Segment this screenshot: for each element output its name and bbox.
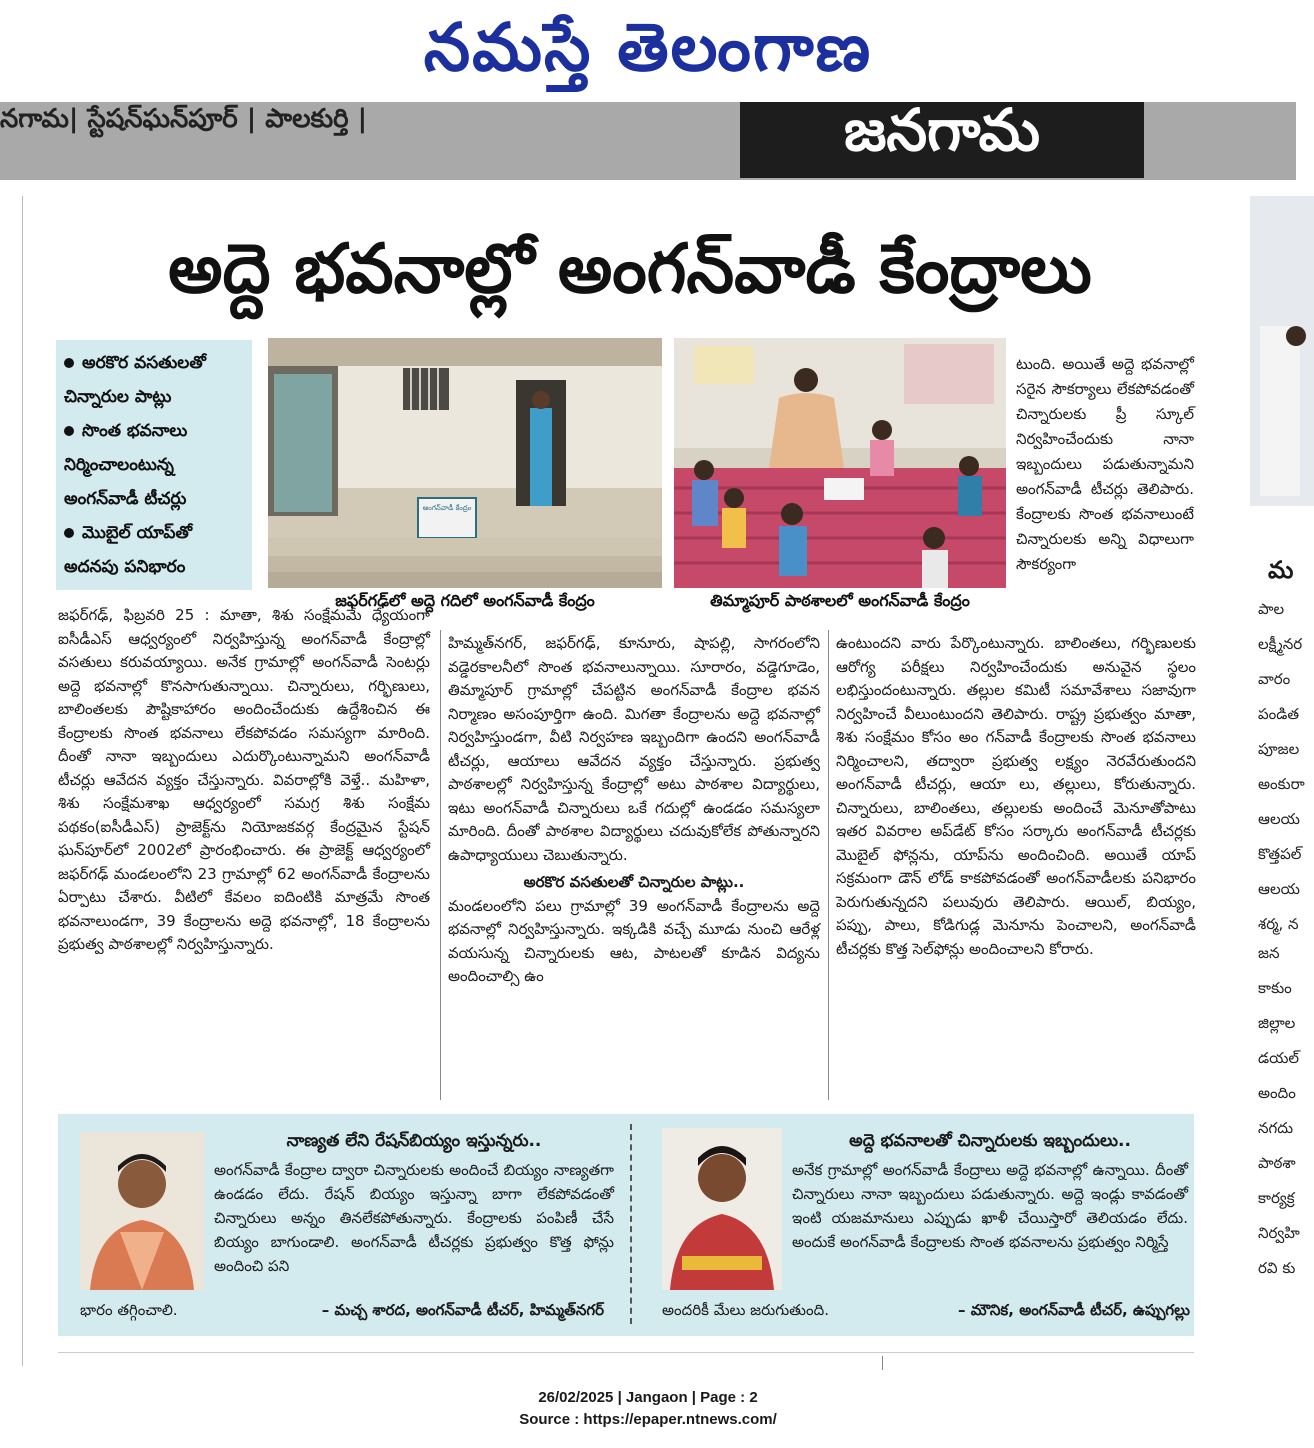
article-col2: హిమ్మత్‌నగర్, జఫర్‌గఢ్, కూనూరు, షాపల్లి, సాగరంలోని వడ్డెరకాలనీలో సొంత భవనాలున్నాయి. సూరారం, వడ్డెగూడెం, తిమ్మాపూర్ గ్రామాల్లో చేపట్టిన అంగన్‌వాడీ కేంద్రాల భవన నిర్మాణం అసంపూర్తిగా ఉంది. మిగతా కేంద్రాలను అద్దె భవనాల్లో నిర్వహిస్తుండగా, వీటి నిర్వహణ ఇబ్బందిగా ఉందని అంగన్‌వాడీ టీచర్లు, ఆయాలు ఆవేదన వ్యక్తం చేస్తున్నారు. ప్రభుత్వ పాఠశాలల్లో నిర్వహిస్తున్న కేంద్రాల్లో అటు పాఠశాల విద్యార్థులు, ఇటు అంగన్‌వాడీ చిన్నారులు ఒకే గదుల్లో ఉండడం సమస్యలా మారింది. దీంతో పాఠశాల విద్యార్థులు చదువుకోలేక పోతున్నారని ఉపాధ్యాయులు చెబుతున్నారు. అరకొర వసతులతో చిన్నారుల పాట్లు.. మండలంలోని పలు గ్రామాల్లో 39 అంగన్‌వాడీ కేంద్రాలను అద్దె భవనాల్లో నిర్వహిస్తున్నారు. ఇక్కడికి వచ్చే మూడు నుంచి ఆరేళ్ల వయసున్న చిన్నారులకు ఆట, పాటలతో కూడిన విద్యను అందించాల్సి ఉం <box>448 634 820 985</box>
school-center-illustration <box>674 338 1006 588</box>
left-edge-strip <box>0 196 23 1366</box>
quote2-last-line: అందరికీ మేలు జరుగుతుంది. <box>662 1301 829 1319</box>
newspaper-title: నమస్తే తెలంగాణ <box>423 8 873 86</box>
portrait-mounika <box>662 1128 782 1290</box>
bullet-icon <box>64 358 74 368</box>
highlight-item: మొబైల్ యాప్‌తో అదనపు పనిభారం <box>64 523 193 577</box>
article-col3-top: టుంది. అయితే అద్దె భవనాల్లో సరైన సౌకర్యాలు లేకపోవడంతో చిన్నారులకు ప్రీ స్కూల్ నిర్వహించేందుకు నానా ఇబ్బందులు పడుతున్నామని అంగన్‌వాడీ టీచర్లు తెలిపారు. కేంద్రాలకు సొంత భవనాలుంటే చిన్నారులకు అన్ని విధాలుగా సౌకర్యంగా <box>1016 355 1194 573</box>
photo1-caption: జఫర్‌గఢ్‌లో అద్దె గదిలో అంగన్‌వాడీ కేంద్రం <box>335 591 595 610</box>
photo-rented-room <box>268 338 662 588</box>
right-adjacent-article <box>1232 196 1305 1366</box>
adjacent-photo <box>1250 196 1314 506</box>
column-divider <box>828 630 829 1100</box>
highlight-item: అరకొర వసతులతో చిన్నారుల పాట్లు <box>64 353 206 407</box>
quote1-attribution: – మచ్చ శారద, అంగన్‌వాడీ టీచర్, హిమ్మత్‌నగర్ <box>321 1301 604 1319</box>
article-col3: ఉంటుందని వారు పేర్కొంటున్నారు. బాలింతలు, గర్భిణులకు ఆరోగ్య పరీక్షలు నిర్వహించేందుకు అనువైన స్థలం లభిస్తుందంటున్నారు. తల్లుల కమిటీ సమావేశాలు సజావుగా నిర్వహించే వీలుంటుందని తెలిపారు. రాష్ట్ర ప్రభుత్వం మాతా, శిశు సంక్షేమం కోసం అం గన్‌వాడీ కేంద్రాలకు సొంత భవనాలు నిర్మించాలని, తద్వారా ప్రభుత్వ లక్ష్యం నెరవేరుతుందని అంగన్‌వాడీ టీచర్లు, ఆయా లు, తల్లులు, కోరుతున్నారు. చిన్నారులు, బాలింతలు, తల్లులకు అందించే మెనూతోపాటు ఇతర వివరాల అప్‌డేట్ కోసం సర్కారు అంగన్‌వాడీ టీచర్లకు మొబైల్ ఫోన్లను, యాప్‌ను అందించింది. అయితే యాప్ సక్రమంగా డౌన్ లోడ్ కాకపోవడంతో అంగన్‌వాడీలకు పనిభారం పెరుగుతున్నదని పలువురు తెలిపారు. ఆయిల్, బియ్యం, పప్పు, పాలు, కోడిగుడ్ల మెనూను పెంచాలని, అంగన్‌వాడీ టీచర్లకు కొత్త సెల్‌ఫోన్లు అందించాలని కోరారు. <box>836 634 1196 958</box>
adjacent-heading: మ <box>1268 556 1294 584</box>
column-divider <box>882 1356 883 1370</box>
article-col1: జఫర్‌గఢ్, ఫిబ్రవరి 25 : మాతా, శిశు సంక్షేమమే ధ్యేయంగా ఐసీడీఎస్ ఆధ్వర్యంలో నిర్వహిస్తున్న అంగన్‌వాడీ కేంద్రాల్లో వసతులు కరువయ్యాయి. అనేక గ్రామాల్లో అంగన్‌వాడీ సెంటర్లు అద్దె భవనాల్లో కొనసాగుతున్నాయి. చిన్నారులు, గర్భిణులు, బాలింతలకు పౌష్టికాహారం అందించేందుకు ఉద్దేశించిన ఈ కేంద్రాలకు సొంత భవనాలు లేకపోవడం సమస్యగా మారింది. దీంతో నానా ఇబ్బందులు ఎదుర్కొంటున్నామని అంగన్‌వాడీ టీచర్లు ఆవేదన వ్యక్తం చేస్తున్నారు. వివరాల్లోకి వెళ్తే.. మహిళా, శిశు సంక్షేమశాఖ ఆధ్వర్యంలో సమగ్ర శిశు సంక్షేమ పథకం(ఐసీడీఎస్) ప్రాజెక్ట్‌ను నియోజకవర్గ కేంద్రమైన స్టేషన్ ఘన్‌పూర్‌లో 2002లో ప్రారంభించారు. ఈ ప్రాజెక్ట్ ఆధ్వర్యంలో జఫర్‌గఢ్ మండలంలోని 23 గ్రామాల్లో 62 అంగన్‌వాడీ కేంద్రాలను ఏర్పాటు చేశారు. వీటిలో కేవలం ఐదింటికి మాత్రమే సొంత భవనాలుండగా, 39 కేంద్రాలను అద్దె భవనాల్లో, 18 కేంద్రాలను ప్రభుత్వ పాఠశాలల్లో నిర్వహిస్తున్నారు. <box>58 606 430 953</box>
footer-date-line: 26/02/2025 | Jangaon | Page : 2 <box>538 1389 758 1406</box>
photo-school-center <box>674 338 1006 588</box>
quote2-title: అద్దె భవనాలతో చిన్నారులకు ఇబ్బందులు.. <box>849 1131 1131 1151</box>
quote1-last-line: భారం తగ్గించాలి. <box>80 1301 178 1319</box>
center-signboard: అంగన్‌వాడీ కేంద్రం <box>422 504 472 512</box>
quotes-divider <box>630 1124 632 1324</box>
adjacent-lines-2: జన కాకుం జిల్లాల డయల్ అందిం నగదు పాఠశా కార్యక్ర నిర్వహి రవి కు <box>1258 944 1300 1277</box>
avatar <box>80 1132 204 1290</box>
masthead <box>0 0 1296 100</box>
footer-source-line: Source : https://epaper.ntnews.com/ <box>519 1411 777 1428</box>
highlight-item: సొంత భవనాలు నిర్మించాలంటున్న అంగన్‌వాడీ టీచర్లు <box>64 421 188 509</box>
article-headline: అద్దె భవనాల్లో అంగన్‌వాడీ కేంద్రాలు <box>168 230 1092 309</box>
quote2-text: అనేక గ్రామాల్లో అంగన్‌వాడీ కేంద్రాలు అద్దె భవనాల్లో ఉన్నాయి. దీంతో చిన్నారులు నానా ఇబ్బందులు పడుతున్నారు. అద్దె ఇండ్లు కావడంతో ఇంటి యజమానులు ఎప్పుడు ఖాళీ చేయిస్తారో తెలియడం లేదు. అందుకే అంగన్‌వాడీ కేంద్రాలకు సొంత భవనాలను ప్రభుత్వం నిర్మిస్తే <box>792 1161 1188 1251</box>
highlights-box <box>56 340 252 590</box>
district-name: జనగామ <box>740 102 1144 178</box>
quote2-attribution: – మౌనిక, అంగన్‌వాడీ టీచర్, ఉప్పుగల్లు <box>958 1301 1190 1319</box>
photo2-caption: తిమ్మాపూర్ పాఠశాలలో అంగన్‌వాడీ కేంద్రం <box>710 591 970 610</box>
adjacent-lines: పాల లక్ష్మీనర వారం పండిత పూజల అంకురా ఆలయ కొత్తపల్ ఆలయ శర్మ, న <box>1258 600 1305 933</box>
quote1-text: అంగన్‌వాడీ కేంద్రాల ద్వారా చిన్నారులకు అందించే బియ్యం నాణ్యతగా ఉండడం లేదు. రేషన్ బియ్యం ఇస్తున్నా బాగా లేకపోవడంతో చిన్నారులు అన్నం తినలేకపోతున్నారు. కేంద్రాలకు పంపిణీ చేసే బియ్యం బాగుండాలి. అంగన్‌వాడీ టీచర్లకు ప్రభుత్వం కొత్త ఫోన్లు అందించి పని <box>214 1161 614 1275</box>
bullet-icon <box>64 528 74 538</box>
section-places: నగామ| స్టేషన్‌ఘన్‌పూర్ | పాలకుర్తి | <box>0 104 368 134</box>
bottom-rule <box>58 1352 1194 1353</box>
bullet-icon <box>64 426 74 436</box>
portrait-sharada <box>80 1132 204 1290</box>
quote1-title: నాణ్యత లేని రేషన్‌బియ్యం ఇస్తున్నరు.. <box>286 1131 542 1151</box>
col2-subhead: అరకొర వసతులతో చిన్నారుల పాట్లు.. <box>523 873 745 891</box>
rented-room-illustration <box>268 338 662 588</box>
column-divider <box>440 630 441 1100</box>
avatar <box>662 1128 782 1290</box>
